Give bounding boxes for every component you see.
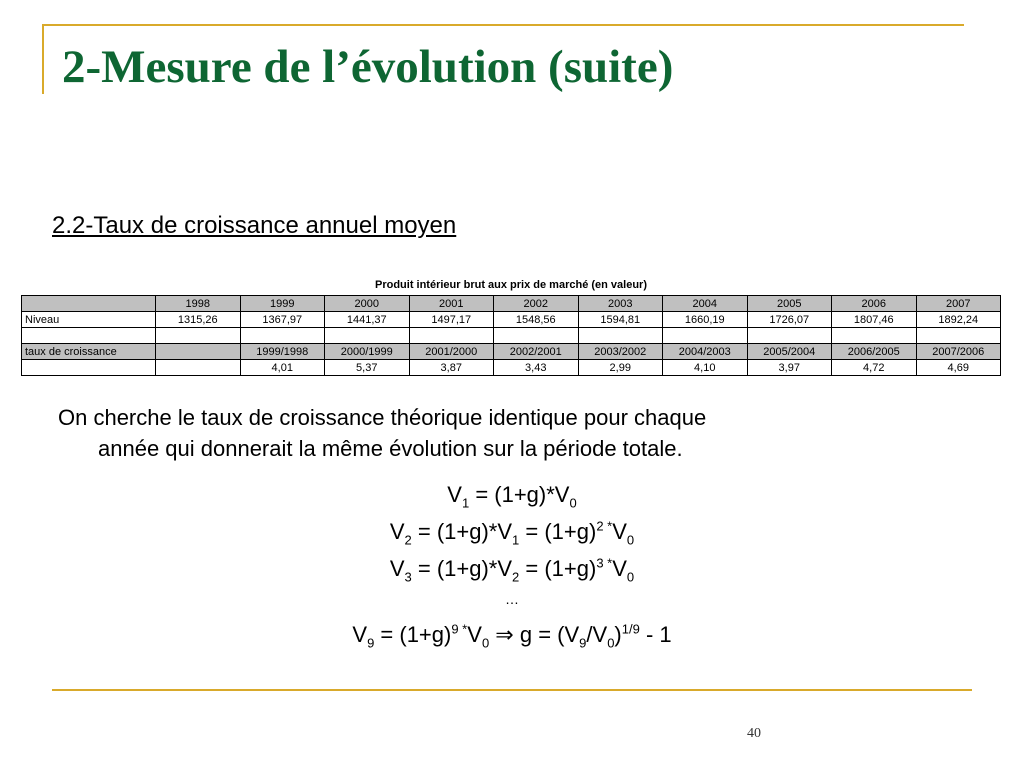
table-cell [156, 344, 241, 360]
table-header-cell: 2000 [325, 296, 410, 312]
table-cell [747, 328, 832, 344]
table-cell: 4,01 [240, 360, 325, 376]
table-header-cell: 2002 [494, 296, 579, 312]
table-cell [156, 360, 241, 376]
table-cell: 1594,81 [578, 312, 663, 328]
footer-accent-line [52, 689, 972, 691]
table-cell [22, 328, 156, 344]
table-cell [325, 328, 410, 344]
table-cell [409, 328, 494, 344]
table-cell [22, 360, 156, 376]
table-header-cell: 2005 [747, 296, 832, 312]
formula-v9: $V_9 = (1+g)^{9 *}V_0$ ⇒ $g = (V_9/V_0)^{1/9} - 1$ [352, 621, 672, 651]
table-cell [663, 328, 748, 344]
table-cell: 1441,37 [325, 312, 410, 328]
table-cell: 2002/2001 [494, 344, 579, 360]
table-cell [494, 328, 579, 344]
table-cell: 4,69 [916, 360, 1001, 376]
table-cell: 2007/2006 [916, 344, 1001, 360]
table-cell: 1892,24 [916, 312, 1001, 328]
gdp-table [21, 295, 1001, 376]
table-header-cell: 2001 [409, 296, 494, 312]
table-cell [578, 328, 663, 344]
table-cell: 3,97 [747, 360, 832, 376]
table-cell: 1726,07 [747, 312, 832, 328]
implies-arrow-icon: ⇒ [489, 622, 520, 647]
table-cell: 1315,26 [156, 312, 241, 328]
title-accent-bar [42, 24, 44, 94]
table-cell: taux de croissance [22, 344, 156, 360]
section-subtitle: 2.2-Taux de croissance annuel moyen [52, 212, 457, 239]
table-cell [832, 328, 917, 344]
table-header-cell: 2003 [578, 296, 663, 312]
table-header-cell: 2006 [832, 296, 917, 312]
slide-title: 2-Mesure de l’évolution (suite) [62, 41, 674, 93]
formula-block [0, 476, 1024, 653]
explanation-line-2: année qui donnerait la même évolution sur la période totale. [98, 436, 683, 461]
table-cell: 2004/2003 [663, 344, 748, 360]
explanation-text [58, 402, 938, 464]
explanation-line-1: On cherche le taux de croissance théorique identique pour chaque [58, 405, 707, 430]
table-cell [156, 328, 241, 344]
table-cell: 5,37 [325, 360, 410, 376]
formula-v2: $V_2 = (1+g)*V_1 = (1+g)^{2 *}V_0$ [389, 518, 635, 548]
table-cell: Niveau [22, 312, 156, 328]
table-cell [916, 328, 1001, 344]
table-header-cell: 2004 [663, 296, 748, 312]
table-cell [240, 328, 325, 344]
table-header-cell: 1999 [240, 296, 325, 312]
table-row-taux-values [22, 360, 1001, 376]
table-cell: 1999/1998 [240, 344, 325, 360]
table-row-taux-label [22, 344, 1001, 360]
table-cell: 1660,19 [663, 312, 748, 328]
table-cell: 3,87 [409, 360, 494, 376]
table-cell: 1367,97 [240, 312, 325, 328]
table-caption: Produit intérieur brut aux prix de marché (en valeur) [374, 279, 647, 291]
table-cell: 2006/2005 [832, 344, 917, 360]
table-header-cell [22, 296, 156, 312]
formula-v3: $V_3 = (1+g)*V_2 = (1+g)^{3 *}V_0$ [389, 555, 635, 585]
page-number: 40 [747, 726, 761, 741]
table-header-row [22, 296, 1001, 312]
table-row-niveau [22, 312, 1001, 328]
table-cell: 2001/2000 [409, 344, 494, 360]
formula-ellipsis: … [505, 591, 519, 607]
table-header-cell: 1998 [156, 296, 241, 312]
table-cell: 4,72 [832, 360, 917, 376]
table-cell: 1497,17 [409, 312, 494, 328]
formula-v1: $V_1 = (1+g)*V_0$ [447, 482, 577, 511]
table-row-empty [22, 328, 1001, 344]
table-cell: 1548,56 [494, 312, 579, 328]
title-accent-line [42, 24, 964, 26]
table-cell: 2005/2004 [747, 344, 832, 360]
table-cell: 4,10 [663, 360, 748, 376]
table-header-cell: 2007 [916, 296, 1001, 312]
table-cell: 2,99 [578, 360, 663, 376]
table-cell: 2000/1999 [325, 344, 410, 360]
table-cell: 3,43 [494, 360, 579, 376]
table-cell: 2003/2002 [578, 344, 663, 360]
table-cell: 1807,46 [832, 312, 917, 328]
